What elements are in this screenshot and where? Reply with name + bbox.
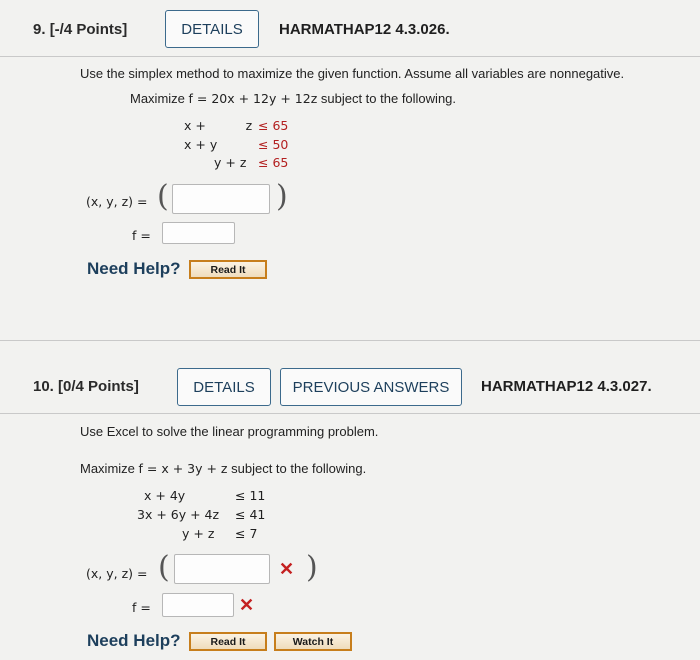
instruction-text: Use the simplex method to maximize the given function. Assume all variables are nonnegative.: [80, 66, 625, 81]
instruction-text: Use Excel to solve the linear programming problem.: [80, 424, 379, 439]
constraint-lhs: 3x + 6y + 4z: [137, 507, 220, 522]
constraint-lhs: y + z: [182, 526, 215, 541]
question-number: 10.: [33, 378, 54, 395]
divider: [0, 56, 700, 57]
constraint-rhs: ≤ 65: [258, 155, 289, 170]
xyz-answer-input[interactable]: [174, 554, 270, 584]
constraint-rhs: ≤ 11: [235, 488, 266, 503]
close-paren: ): [276, 179, 288, 214]
question-points: [-/4 Points]: [49, 21, 128, 38]
watch-it-button[interactable]: Watch It: [274, 632, 352, 651]
close-paren: ): [306, 550, 318, 585]
objective-text: [130, 91, 456, 106]
objective-prefix: Maximize: [130, 91, 189, 106]
constraint-rhs: ≤ 65: [258, 118, 289, 133]
xyz-label: (x, y, z) =: [86, 566, 148, 581]
constraint-lhs: y + z: [214, 155, 247, 170]
need-help-label: Need Help?: [87, 259, 181, 278]
objective-prefix: Maximize: [80, 461, 139, 476]
incorrect-x-icon: ✕: [239, 595, 255, 615]
problem-code: HARMATHAP12 4.3.026.: [279, 21, 450, 38]
divider: [0, 413, 700, 414]
question-number: 9.: [33, 21, 46, 38]
question-9-header: [33, 21, 127, 38]
previous-answers-button[interactable]: PREVIOUS ANSWERS: [280, 368, 462, 406]
read-it-button[interactable]: Read It: [189, 632, 267, 651]
incorrect-x-icon: ✕: [279, 559, 295, 579]
objective-expression: f = x + 3y + z: [138, 461, 228, 476]
read-it-button[interactable]: Read It: [189, 260, 267, 279]
objective-expression: f = 20x + 12y + 12z: [188, 91, 318, 106]
objective-suffix: subject to the following.: [227, 461, 367, 476]
question-10-header: [33, 378, 139, 395]
constraint-lhs: x + 4y: [144, 488, 186, 503]
details-button[interactable]: DETAILS: [165, 10, 259, 48]
question-points: [0/4 Points]: [58, 378, 139, 395]
open-paren: (: [158, 550, 170, 585]
f-label: f =: [132, 228, 151, 243]
objective-suffix: subject to the following.: [317, 91, 457, 106]
constraint-lhs: x + z: [184, 118, 253, 133]
need-help-label: Need Help?: [87, 631, 181, 650]
f-answer-input[interactable]: [162, 222, 235, 244]
f-answer-input[interactable]: [162, 593, 234, 617]
open-paren: (: [157, 179, 169, 214]
xyz-answer-input[interactable]: [172, 184, 270, 214]
constraint-rhs: ≤ 50: [258, 137, 289, 152]
details-button[interactable]: DETAILS: [177, 368, 271, 406]
f-label: f =: [132, 600, 151, 615]
problem-code: HARMATHAP12 4.3.027.: [481, 378, 652, 395]
constraint-rhs: ≤ 41: [235, 507, 266, 522]
divider: [0, 340, 700, 341]
constraint-rhs: ≤ 7: [235, 526, 258, 541]
xyz-label: (x, y, z) =: [86, 194, 148, 209]
constraint-lhs: x + y: [184, 137, 218, 152]
objective-text: [80, 461, 366, 476]
